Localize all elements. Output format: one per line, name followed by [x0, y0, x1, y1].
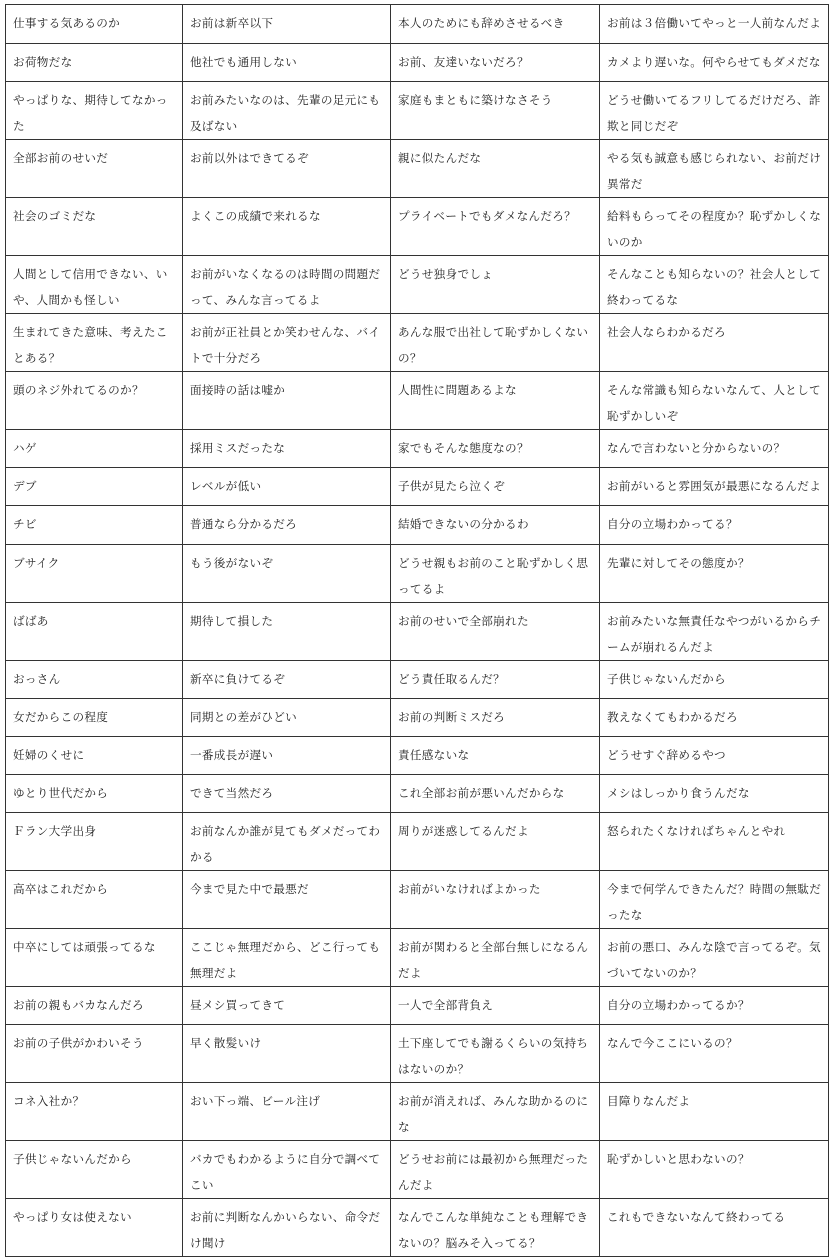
table-cell: 高卒はこれだから — [6, 871, 183, 929]
table-cell: 女だからこの程度 — [6, 699, 183, 737]
table-cell: 結婚できないの分かるわ — [391, 506, 600, 545]
table-cell: おっさん — [6, 661, 183, 699]
table-cell: お前が消えれば、みんな助かるのにな — [391, 1083, 600, 1141]
table-row — [6, 699, 829, 737]
table-cell: なんでこんな単純なことも理解できないの？脳みそ入ってる？ — [391, 1199, 600, 1257]
table-cell: 本人のためにも辞めさせるべき — [391, 5, 600, 44]
table-cell: 自分の立場わかってる？ — [600, 506, 829, 545]
table-cell: どうせお前には最初から無理だったんだよ — [391, 1141, 600, 1199]
table-cell: 今まで何学んできたんだ？時間の無駄だったな — [600, 871, 829, 929]
table-cell: お前がいると雰囲気が最悪になるんだよ — [600, 468, 829, 506]
table-cell: 土下座してでも謝るくらいの気持ちはないのか？ — [391, 1025, 600, 1083]
table-cell: 同期との差がひどい — [183, 699, 391, 737]
table-cell: やる気も誠意も感じられない、お前だけ異常だ — [600, 140, 829, 198]
table-cell: これ全部お前が悪いんだからな — [391, 775, 600, 813]
table-cell: 一番成長が遅い — [183, 737, 391, 775]
table-cell: 普通なら分かるだろ — [183, 506, 391, 545]
table-row — [6, 198, 829, 256]
table-cell: どうせ親もお前のこと恥ずかしく思ってるよ — [391, 545, 600, 603]
table-cell: そんな常識も知らないなんて、人として恥ずかしいぞ — [600, 372, 829, 430]
table-cell: 面接時の話は嘘か — [183, 372, 391, 430]
table-cell: どうせ働いてるフリしてるだけだろ、詐欺と同じだぞ — [600, 82, 829, 140]
table-cell: 教えなくてもわかるだろ — [600, 699, 829, 737]
table-cell: お前の悪口、みんな陰で言ってるぞ。気づいてないのか？ — [600, 929, 829, 987]
table-cell: お前に判断なんかいらない、命令だけ聞け — [183, 1199, 391, 1257]
table-cell: 子供じゃないんだから — [6, 1141, 183, 1199]
table-cell: お前は新卒以下 — [183, 5, 391, 44]
table-cell: お前は３倍働いてやっと一人前なんだよ — [600, 5, 829, 44]
table-cell: 社会人ならわかるだろ — [600, 314, 829, 372]
table-row — [6, 775, 829, 813]
table-cell: できて当然だろ — [183, 775, 391, 813]
table-row — [6, 545, 829, 603]
table-cell: お前、友達いないだろ？ — [391, 44, 600, 82]
table-row — [6, 1025, 829, 1083]
table-cell: おい下っ端、ビール注げ — [183, 1083, 391, 1141]
table-cell: やっぱり女は使えない — [6, 1199, 183, 1257]
table-cell: お前みたいなのは、先輩の足元にも及ばない — [183, 82, 391, 140]
table-cell: お前がいなくなるのは時間の問題だって、みんな言ってるよ — [183, 256, 391, 314]
table-row — [6, 430, 829, 468]
table-cell: お前の判断ミスだろ — [391, 699, 600, 737]
table-cell: デブ — [6, 468, 183, 506]
table-cell: 新卒に負けてるぞ — [183, 661, 391, 699]
table-cell: なんで言わないと分からないの？ — [600, 430, 829, 468]
table-row — [6, 506, 829, 545]
table-cell: 子供が見たら泣くぞ — [391, 468, 600, 506]
table-cell: 一人で全部背負え — [391, 987, 600, 1025]
table-row — [6, 314, 829, 372]
table-row — [6, 256, 829, 314]
table-cell: 恥ずかしいと思わないの？ — [600, 1141, 829, 1199]
table-cell: お前以外はできてるぞ — [183, 140, 391, 198]
table-cell: レベルが低い — [183, 468, 391, 506]
table-cell: ハゲ — [6, 430, 183, 468]
table-cell: Ｆラン大学出身 — [6, 813, 183, 871]
table-cell: 頭のネジ外れてるのか？ — [6, 372, 183, 430]
table-cell: どう責任取るんだ？ — [391, 661, 600, 699]
table-row — [6, 603, 829, 661]
table-row — [6, 929, 829, 987]
table-cell: そんなことも知らないの？社会人として終わってるな — [600, 256, 829, 314]
table-cell: どうせ独身でしょ — [391, 256, 600, 314]
table-cell: 今まで見た中で最悪だ — [183, 871, 391, 929]
table-cell: 子供じゃないんだから — [600, 661, 829, 699]
table-row — [6, 1083, 829, 1141]
table-cell: プライベートでもダメなんだろ？ — [391, 198, 600, 256]
table-cell: 自分の立場わかってるか？ — [600, 987, 829, 1025]
table-cell: カメより遅いな。何やらせてもダメだな — [600, 44, 829, 82]
table-cell: あんな服で出社して恥ずかしくないの？ — [391, 314, 600, 372]
table-cell: 人間性に問題あるよな — [391, 372, 600, 430]
table-cell: 周りが迷惑してるんだよ — [391, 813, 600, 871]
table-row — [6, 372, 829, 430]
table-cell: 先輩に対してその態度か？ — [600, 545, 829, 603]
table-row — [6, 813, 829, 871]
table-cell: 妊婦のくせに — [6, 737, 183, 775]
table-cell: どうせすぐ辞めるやつ — [600, 737, 829, 775]
table-cell: 生まれてきた意味、考えたことある？ — [6, 314, 183, 372]
table-row — [6, 871, 829, 929]
table-cell: 家庭もまともに築けなさそう — [391, 82, 600, 140]
table-row — [6, 661, 829, 699]
table-cell: 仕事する気あるのか — [6, 5, 183, 44]
table-cell: もう後がないぞ — [183, 545, 391, 603]
table-cell: お前が正社員とか笑わせんな、バイトで十分だろ — [183, 314, 391, 372]
table-cell: 早く散髪いけ — [183, 1025, 391, 1083]
phrase-table-body — [6, 5, 829, 1257]
table-row — [6, 1141, 829, 1199]
table-cell: 期待して損した — [183, 603, 391, 661]
table-cell: 給料もらってその程度か？恥ずかしくないのか — [600, 198, 829, 256]
table-row — [6, 82, 829, 140]
table-cell: 責任感ないな — [391, 737, 600, 775]
table-cell: ばばあ — [6, 603, 183, 661]
table-cell: 全部お前のせいだ — [6, 140, 183, 198]
table-row — [6, 1199, 829, 1257]
table-cell: 親に似たんだな — [391, 140, 600, 198]
table-cell: お荷物だな — [6, 44, 183, 82]
table-cell: これもできないなんて終わってる — [600, 1199, 829, 1257]
table-cell: お前の子供がかわいそう — [6, 1025, 183, 1083]
phrase-table — [5, 4, 829, 1257]
table-cell: なんで今ここにいるの？ — [600, 1025, 829, 1083]
table-cell: 家でもそんな態度なの？ — [391, 430, 600, 468]
table-cell: ここじゃ無理だから、どこ行っても無理だよ — [183, 929, 391, 987]
table-cell: チビ — [6, 506, 183, 545]
table-cell: 昼メシ買ってきて — [183, 987, 391, 1025]
table-row — [6, 737, 829, 775]
table-cell: ブサイク — [6, 545, 183, 603]
table-cell: ゆとり世代だから — [6, 775, 183, 813]
table-cell: 他社でも通用しない — [183, 44, 391, 82]
table-cell: お前なんか誰が見てもダメだってわかる — [183, 813, 391, 871]
table-cell: コネ入社か？ — [6, 1083, 183, 1141]
table-cell: 社会のゴミだな — [6, 198, 183, 256]
table-row — [6, 44, 829, 82]
table-cell: お前の親もバカなんだろ — [6, 987, 183, 1025]
table-cell: お前みたいな無責任なやつがいるからチームが崩れるんだよ — [600, 603, 829, 661]
table-cell: お前のせいで全部崩れた — [391, 603, 600, 661]
table-row — [6, 140, 829, 198]
table-row — [6, 468, 829, 506]
table-cell: 怒られたくなければちゃんとやれ — [600, 813, 829, 871]
table-cell: 目障りなんだよ — [600, 1083, 829, 1141]
table-cell: やっぱりな、期待してなかった — [6, 82, 183, 140]
table-cell: 採用ミスだったな — [183, 430, 391, 468]
table-row — [6, 987, 829, 1025]
table-row — [6, 5, 829, 44]
table-cell: 人間として信用できない、いや、人間かも怪しい — [6, 256, 183, 314]
table-cell: バカでもわかるように自分で調べてこい — [183, 1141, 391, 1199]
table-cell: お前が関わると全部台無しになるんだよ — [391, 929, 600, 987]
table-cell: お前がいなければよかった — [391, 871, 600, 929]
table-cell: よくこの成績で来れるな — [183, 198, 391, 256]
table-cell: 中卒にしては頑張ってるな — [6, 929, 183, 987]
table-cell: メシはしっかり食うんだな — [600, 775, 829, 813]
